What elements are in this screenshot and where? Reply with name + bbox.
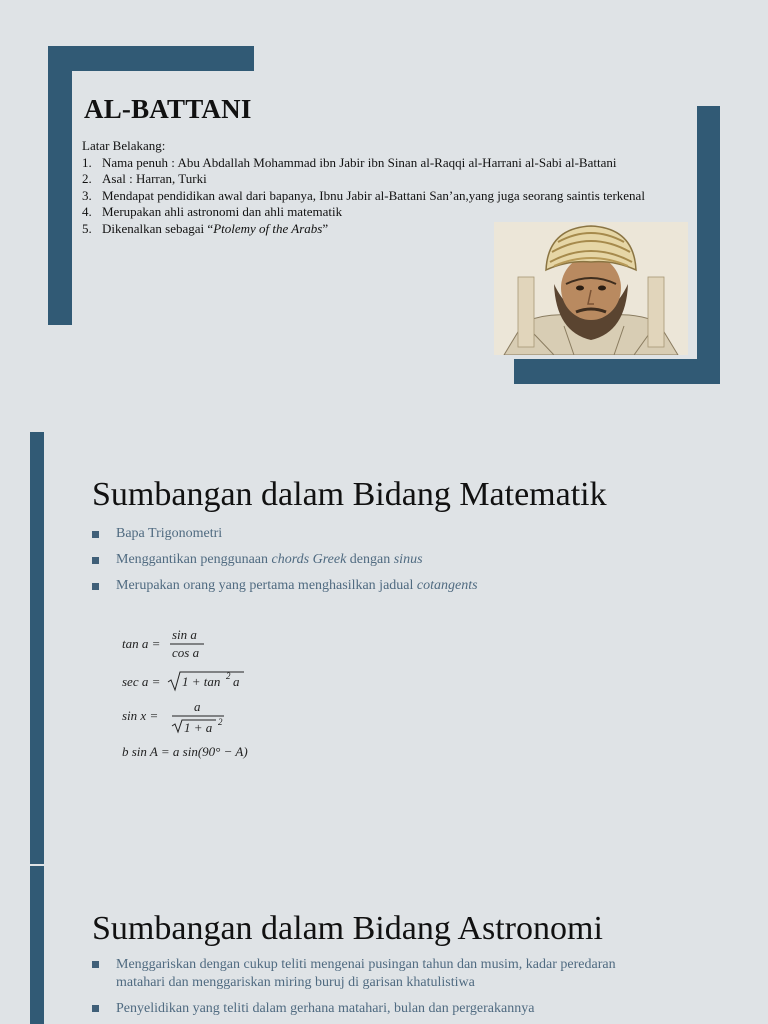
list-text-emphasis: Ptolemy of the Arabs	[213, 220, 323, 236]
bullet-text: dengan	[346, 552, 394, 567]
list-item	[92, 526, 652, 542]
section-heading: Sumbangan dalam Bidang Matematik	[92, 476, 607, 513]
list-number: 2.	[82, 171, 92, 186]
bullet-emphasis: cotangents	[416, 578, 478, 593]
list-item	[82, 155, 682, 172]
list-item	[82, 171, 682, 188]
bullet-text: Penyelidikan yang teliti dalam gerhana matahari, bulan dan pergerakannya	[116, 1001, 535, 1016]
formula-3-exponent: 2	[218, 717, 223, 727]
bullet-list	[92, 956, 652, 1018]
list-number: 1.	[82, 154, 92, 170]
formula-graphic	[120, 628, 320, 768]
formula-2-exponent: 2	[226, 671, 231, 681]
formula-3-lhs: sin x =	[122, 708, 159, 723]
list-text-prefix: Dikenalkan sebagai “	[102, 220, 214, 236]
formula-1-denominator: cos a	[172, 645, 200, 660]
bullet-text: Bapa Trigonometri	[116, 526, 223, 541]
list-number: 3.	[82, 187, 92, 203]
background-label: Latar Belakang:	[82, 138, 166, 153]
bullet-list	[92, 526, 652, 594]
formula-1-numerator: sin a	[172, 628, 197, 642]
list-text: Nama penuh : Abu Abdallah Mohammad ibn Jabir ibn Sinan al-Raqqi al-Harrani al-Sabi al-Battani	[102, 154, 617, 170]
list-text: Merupakan ahli astronomi dan ahli matematik	[102, 204, 343, 219]
frame-corner-top-left	[48, 46, 72, 325]
list-item	[92, 956, 652, 992]
slide-astronomi	[0, 866, 768, 1024]
bullet-square-icon	[92, 557, 99, 564]
accent-bar	[30, 432, 44, 864]
formula-2-tail: a	[233, 674, 240, 689]
list-text: Mendapat pendidikan awal dari bapanya, Ibnu Jabir al-Battani San’an,yang juga seorang saintis terkenal	[102, 187, 645, 203]
list-item	[82, 188, 682, 205]
bullet-square-icon	[92, 583, 99, 590]
list-item	[82, 204, 682, 221]
list-number: 4.	[82, 204, 92, 219]
portrait-illustration-icon	[494, 222, 688, 355]
formula-2-lhs: sec a =	[122, 674, 161, 689]
section-heading: Sumbangan dalam Bidang Astronomi	[92, 910, 603, 947]
list-item	[92, 578, 652, 594]
frame-corner-top-left-bar	[48, 46, 254, 71]
portrait-image	[494, 222, 688, 355]
bullet-square-icon	[92, 531, 99, 538]
frame-corner-bottom-right-bar	[514, 359, 720, 384]
slide-matematik	[0, 432, 768, 864]
slide-al-battani	[0, 0, 768, 410]
formula-3-numerator: a	[194, 699, 201, 714]
bullet-text: Merupakan orang yang pertama menghasilkan jadual	[116, 578, 417, 593]
list-item	[92, 1000, 652, 1018]
bullet-square-icon	[92, 1005, 99, 1012]
trig-formulas	[120, 628, 320, 768]
slide-title: AL-BATTANI	[84, 94, 252, 124]
accent-bar	[30, 866, 44, 1024]
list-item	[92, 552, 652, 568]
bullet-emphasis: chords Greek	[271, 552, 347, 567]
bullet-square-icon	[92, 961, 99, 968]
list-number: 5.	[82, 220, 92, 236]
frame-corner-bottom-right	[697, 106, 720, 384]
bullet-text: Menggantikan penggunaan	[116, 552, 272, 567]
formula-3-radicand: 1 + a	[184, 720, 213, 735]
formula-4: b sin A = a sin(90° − A)	[122, 744, 248, 759]
list-text: Asal : Harran, Turki	[102, 171, 207, 186]
bullet-text: Menggariskan dengan cukup teliti mengenai pusingan tahun dan musim, kadar peredaran matahari dan menggariskan miring buruj di garisan khatulistiwa	[116, 957, 616, 990]
list-text-suffix: ”	[322, 220, 329, 236]
formula-2-radicand: 1 + tan	[182, 674, 221, 689]
bullet-emphasis: sinus	[393, 552, 423, 567]
formula-1-lhs: tan a =	[122, 636, 161, 651]
